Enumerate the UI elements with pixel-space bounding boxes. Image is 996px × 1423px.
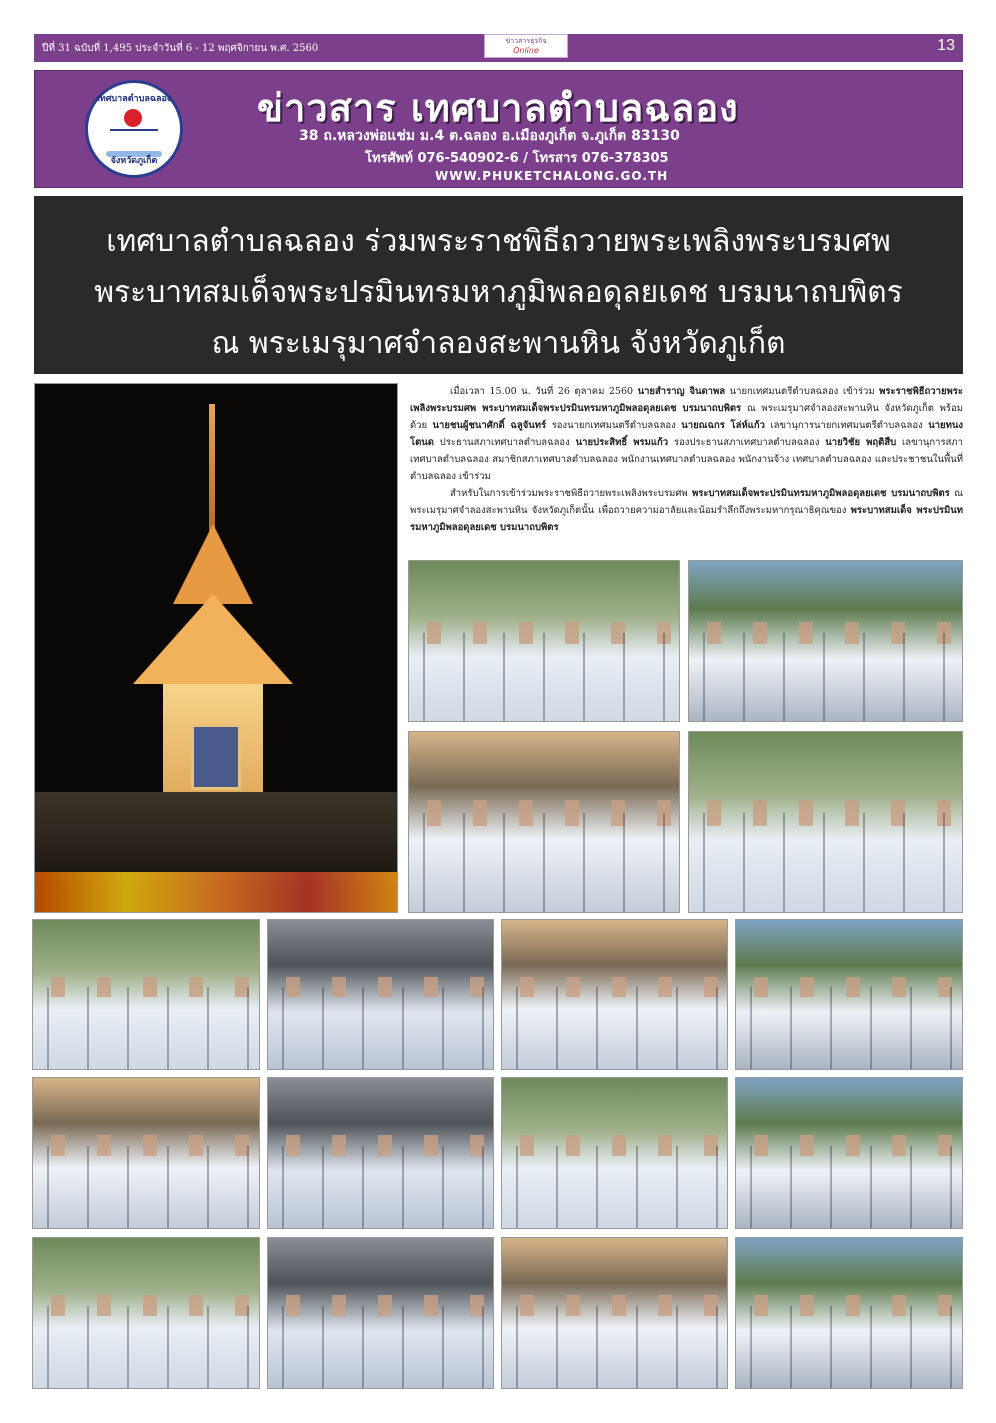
masthead [34,70,963,188]
photo-procession-5 [32,1077,260,1229]
photo-procession-12 [735,1237,963,1389]
photo-officials-walking [688,731,963,913]
photo-seated-officials [408,560,680,722]
sun-icon [124,109,142,127]
issue-line: ปีที่ 31 ฉบับที่ 1,495 ประจำวันที่ 6 - 12 พฤศจิกายน พ.ศ. 2560 [42,43,319,54]
brand-sub: Online [513,46,539,55]
photo-procession-3 [501,919,728,1070]
logo-text-top: เทศบาลตำบลฉลอง [96,94,172,104]
article-body [410,383,963,553]
flower-bed [35,872,398,912]
photo-procession-10 [267,1237,494,1389]
headline-line-1: เทศบาลตำบลฉลอง ร่วมพระราชพิธีถวายพระเพลิงพระบรมศพ [106,224,891,259]
issue-bar [34,34,963,62]
photo-procession-8 [735,1077,963,1229]
crowd [35,792,398,882]
article-paragraph-1: เมื่อเวลา 15.00 น. วันที่ 26 ตุลาคม 2560 นายสำราญ จินดาพล นายกเทศมนตรีตำบลฉลอง เข้าร่วม พระราชพิธีถวายพระเพลิงพระบรมศพ พระบาทสมเด็จพระปรมินทรมหาภูมิพลอดุลยเดช บรมนาถบพิตร ณ พระเมรุมาศจำลองสะพานหิน จังหวัดภูเก็ต พร้อมด้วย นายชนผู้ชนาศักดิ์ ฉลูจันทร์ รองนายกเทศมนตรีตำบลฉลอง นายณฉกร โล่ห์แก้ว เลขานุการนายกเทศมนตรีตำบลฉลอง นายทนง โตนด ประธานสภาเทศบาลตำบลฉลอง นายประสิทธิ์ พรมแก้ว รองประธานสภาเทศบาลตำบลฉลอง นายวิชัย พฤติสืบ เลขานุการสภาเทศบาลตำบลฉลอง สมาชิกสภาเทศบาลตำบลฉลอง พนักงานเทศบาลตำบลฉลอง พนักงานจ้าง เทศบาลตำบลฉลอง และประชาชนในพื้นที่ตำบลฉลอง เข้าร่วม [410,386,964,482]
address: 38 ถ.หลวงพ่อแช่ม ม.4 ต.ฉลอง อ.เมืองภูเก็ต จ.ภูเก็ต 83130 [299,128,680,144]
photo-procession-4 [735,919,963,1070]
headline-box [34,196,963,374]
article-paragraph-2: สำหรับในการเข้าร่วมพระราชพิธีถวายพระเพลิงพระบรมศพ พระบาทสมเด็จพระปรมินทรมหาภูมิพลอดุลยเดช บรมนาถบพิตร ณ พระเมรุมาศจำลองสะพานหิน จังหวัดภูเก็ตนั้น เพื่อถวายความอาลัยและน้อมรำลึกถึงพระมหากรุณาธิคุณของ พระบาทสมเด็จ พระปรมินทรมหาภูมิพลอดุลยเดช บรมนาถบพิตร [410,488,963,533]
logo-text-bottom: จังหวัดภูเก็ต [110,156,158,166]
photo-procession-1 [32,919,260,1070]
royal-portrait [191,724,241,790]
headline-line-2: พระบาทสมเด็จพระปรมินทรมหาภูมิพลอดุลยเดช บรมนาถบพิตร [94,275,903,310]
page-number: 13 [937,37,955,54]
main-photo-crematorium [34,383,398,913]
photo-group-standing [408,731,680,913]
newsletter-title: ข่าวสาร เทศบาลตำบลฉลอง [257,86,739,130]
brand-badge [484,34,568,58]
photo-procession-9 [32,1237,260,1389]
phone-fax: โทรศัพท์ 076-540902-6 / โทรสาร 076-378305 [365,151,669,166]
photo-seated-audience [688,560,963,722]
headline-line-3: ณ พระเมรุมาศจำลองสะพานหิน จังหวัดภูเก็ต [211,326,786,361]
photo-procession-11 [501,1237,728,1389]
photo-procession-7 [501,1077,728,1229]
photo-procession-2 [267,919,494,1070]
municipality-logo [85,80,183,178]
website-link[interactable]: WWW.PHUKETCHALONG.GO.TH [435,169,669,183]
photo-procession-6 [267,1077,494,1229]
brand-name: ข่าวสารธุรกิจ [505,37,547,45]
